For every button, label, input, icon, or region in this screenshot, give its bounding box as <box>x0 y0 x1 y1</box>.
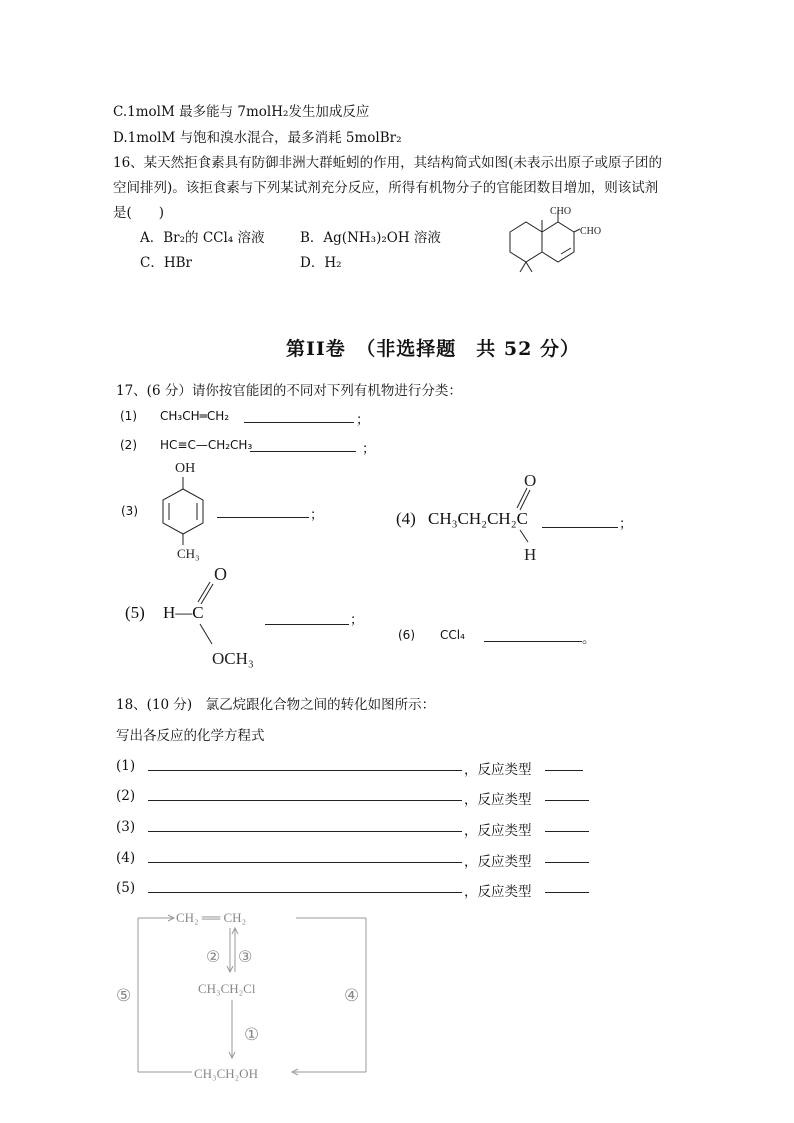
q16-option-b: B．Ag(NH₃)₂OH 溶液 <box>300 230 441 246</box>
q18-row4-equation-blank[interactable] <box>148 862 462 863</box>
q18-row2-type-blank[interactable] <box>545 800 589 801</box>
q18-intro: 18、(10 分) 氯乙烷跟化合物之间的转化如图所示： <box>116 697 436 713</box>
q18-row4-type-label: ，反应类型 <box>464 854 532 870</box>
q18-row5-type-label: ，反应类型 <box>464 884 532 900</box>
q17-item2-answer-blank[interactable] <box>250 451 356 452</box>
q16-option-a: A．Br₂的 CCl₄ 溶液 <box>140 230 265 246</box>
q17-item6-answer-blank[interactable] <box>484 641 582 642</box>
q17-item4-h: H <box>524 545 537 564</box>
q17-item5-answer-blank[interactable] <box>265 624 349 625</box>
q18-row3-equation-blank[interactable] <box>148 831 462 832</box>
q18-row5-type-blank[interactable] <box>545 892 589 893</box>
q18-diagram-label-5: ⑤ <box>116 986 132 1005</box>
q17-item4-formula: CH₃CH₂CH₂C <box>428 509 528 528</box>
q17-item2-number: (2) <box>120 438 137 452</box>
q17-item5-ester-bonds <box>188 560 268 670</box>
q17-item4-number: (4) <box>396 509 416 528</box>
q17-item3-semicolon: ； <box>310 507 324 523</box>
q18-row4-number: (4) <box>116 850 136 866</box>
q18-row3-type-blank[interactable] <box>545 831 589 832</box>
q18-conversion-diagram <box>110 904 380 1089</box>
q18-row3-number: (3) <box>116 819 136 835</box>
q17-item1-semicolon: ； <box>356 412 370 428</box>
q17-item1-number: (1) <box>120 409 137 423</box>
q16-option-c: C．HBr <box>140 255 192 271</box>
q17-item5-hc: H—C <box>163 603 204 622</box>
q17-item4-o: O <box>524 471 537 490</box>
q18-diagram-label-4: ④ <box>344 986 360 1005</box>
q17-item5-o: O <box>214 564 227 584</box>
q18-diagram-label-1: ① <box>244 1025 260 1044</box>
q17-item1-answer-blank[interactable] <box>244 422 354 423</box>
q18-row5-equation-blank[interactable] <box>148 892 462 893</box>
q17-item1-formula: CH₃CH═CH₂ <box>160 409 230 423</box>
q16-line2: 空间排列)。该拒食素与下列某试剂充分反应，所得有机物分子的官能团数目增加，则该试剂 <box>113 180 659 196</box>
q18-diagram-chloroethane: CH₃CH₂Cl <box>198 981 256 996</box>
q17-item5-och3: OCH₃ <box>212 649 254 668</box>
q18-diagram-label-2: ② <box>206 949 221 966</box>
q17-item2-formula: HC≡C—CH₂CH₃ <box>160 438 253 452</box>
q17-item6-formula: CCl₄ <box>440 628 465 642</box>
q18-row1-type-label: ，反应类型 <box>464 762 532 778</box>
q18-row2-number: (2) <box>116 788 136 804</box>
q17-item3-answer-blank[interactable] <box>217 517 309 518</box>
q16-struct-cho-top: CHO <box>550 206 572 217</box>
q17-item3-structure <box>148 455 218 565</box>
q18-row3-type-label: ，反应类型 <box>464 823 532 839</box>
q18-diagram-ethanol: CH₃CH₂OH <box>194 1066 258 1081</box>
q18-row2-type-label: ，反应类型 <box>464 792 532 808</box>
q17-item4-semicolon: ； <box>619 516 633 532</box>
q16-line3: 是( ) <box>113 205 165 221</box>
q17-item4-answer-blank[interactable] <box>542 527 618 528</box>
q17-item3-oh: OH <box>175 461 196 476</box>
q16-option-d: D．H₂ <box>300 255 342 271</box>
q18-diagram-label-3: ③ <box>238 949 253 966</box>
q17-item3-number: (3) <box>121 504 138 518</box>
q15-option-d: D.1molM 与饱和溴水混合，最多消耗 5molBr₂ <box>113 130 402 146</box>
q16-struct-cho-right: CHO <box>580 226 602 237</box>
q15-option-c: C.1molM 最多能与 7molH₂发生加成反应 <box>113 104 370 120</box>
q18-diagram-ethylene: CH₂ ══ CH₂ <box>176 910 247 925</box>
q17-item6-period: 。 <box>582 631 596 647</box>
q16-line1: 16、某天然拒食素具有防御非洲大群蚯蚓的作用，其结构简式如图(未表示出原子或原子团的 <box>113 155 662 171</box>
q17-intro: 17、(6 分）请你按官能团的不同对下列有机物进行分类： <box>116 383 462 399</box>
q17-item5-semicolon: ； <box>350 612 364 628</box>
q17-item2-semicolon: ； <box>362 441 376 457</box>
q18-row1-type-blank[interactable] <box>545 770 583 771</box>
q17-item5-number: (5) <box>125 603 145 622</box>
q17-item6-number: (6) <box>398 628 415 642</box>
q17-item3-ch3: CH₃ <box>177 546 200 561</box>
q17-item4-carbonyl-bonds <box>500 468 550 568</box>
q16-structure-diagram <box>496 200 616 280</box>
section-title: 第II卷 （非选择题 共 52 分） <box>286 338 580 360</box>
q18-instruction: 写出各反应的化学方程式 <box>116 728 265 744</box>
q18-row1-equation-blank[interactable] <box>148 770 462 771</box>
q18-row5-number: (5) <box>116 880 136 896</box>
q18-row2-equation-blank[interactable] <box>148 800 462 801</box>
q18-row4-type-blank[interactable] <box>545 862 589 863</box>
q18-row1-number: (1) <box>116 758 136 774</box>
